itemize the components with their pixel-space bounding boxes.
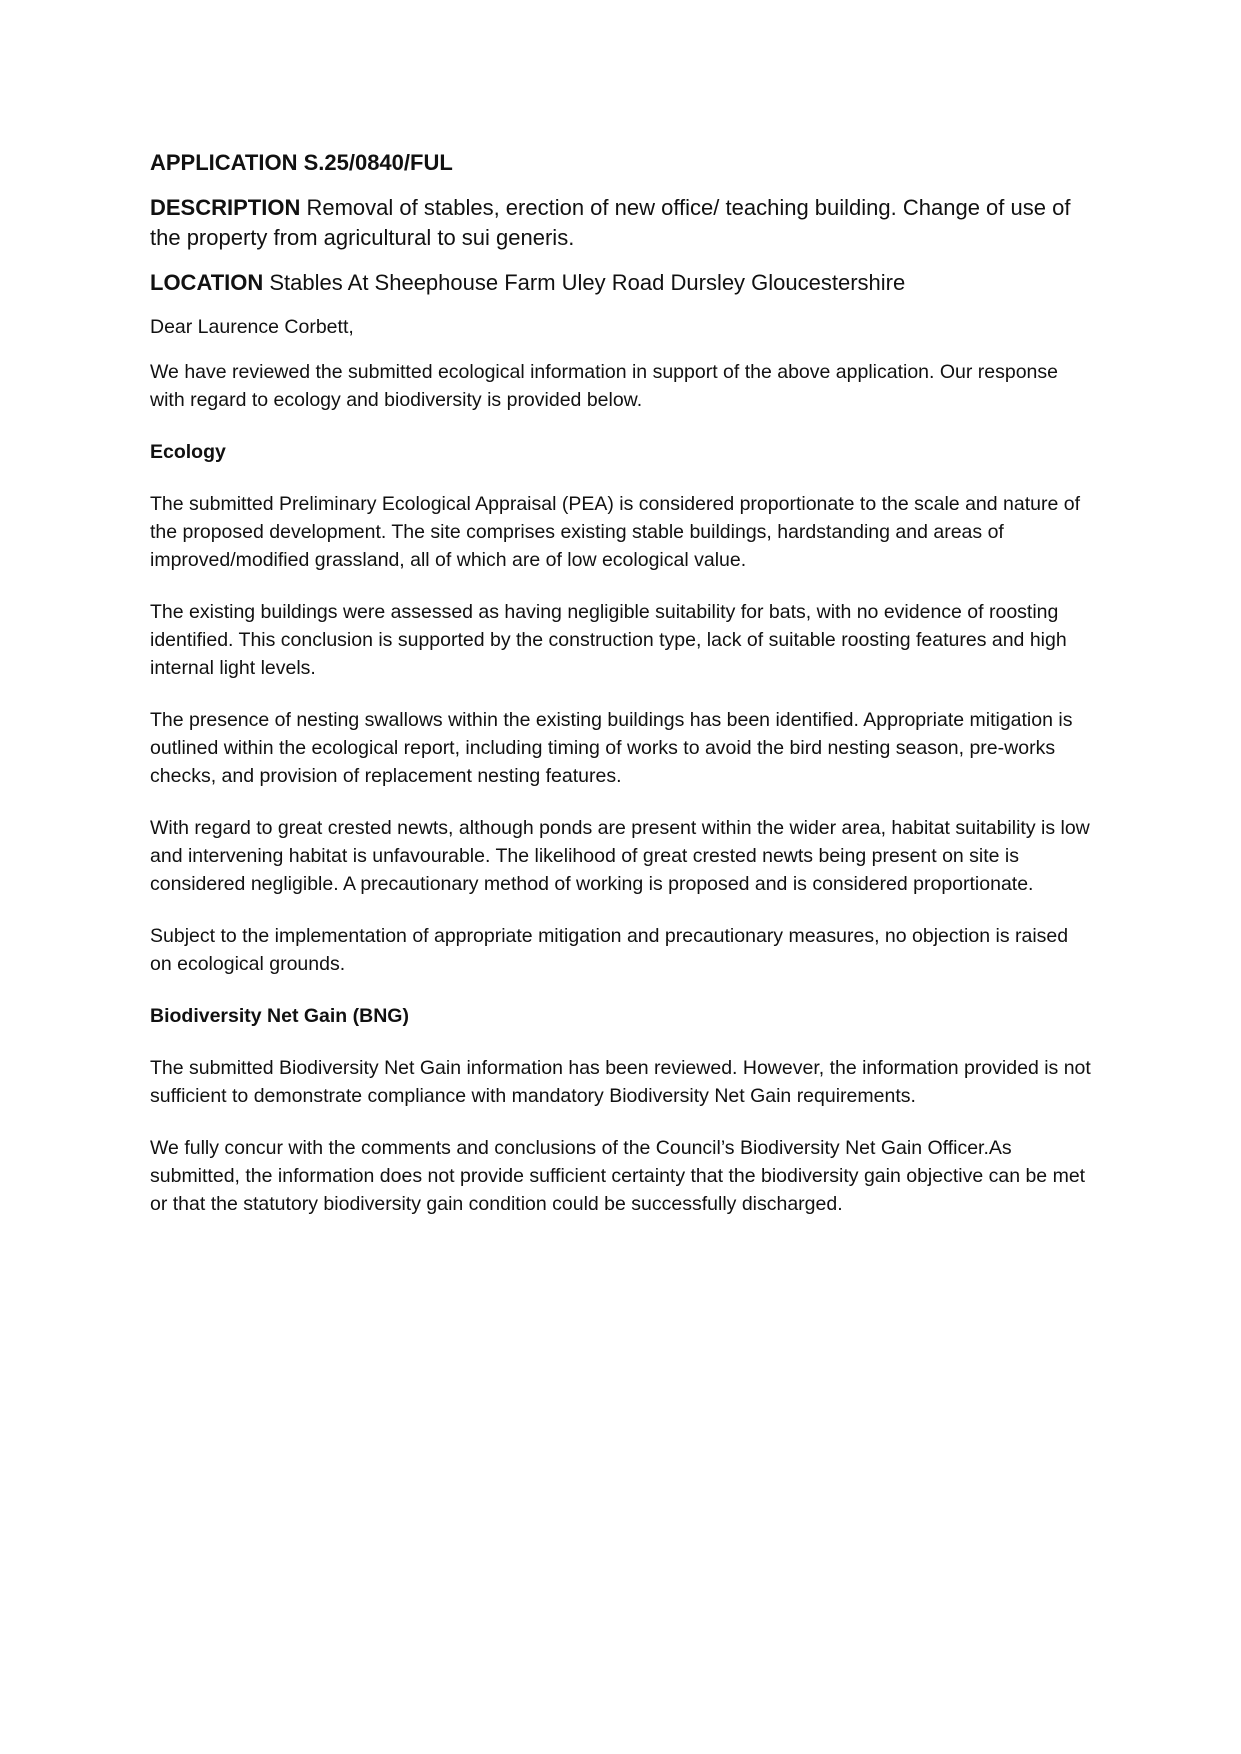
- ecology-paragraph-bats: The existing buildings were assessed as having negligible suitability for bats, with no evidence of roosting identified. This conclusion is supported by the construction type, lack of suitable roosting features and high internal light levels.: [150, 601, 1067, 679]
- description-label: DESCRIPTION: [150, 195, 301, 220]
- bng-heading: Biodiversity Net Gain (BNG): [150, 1005, 409, 1027]
- application-reference: APPLICATION S.25/0840/FUL: [150, 150, 453, 175]
- ecology-paragraph-swallows: The presence of nesting swallows within the existing buildings has been identified. Appropriate mitigation is outlined within the ecological report, including timing of works to avoid the bird nesting season, pre-works checks, and provision of replacement nesting features.: [150, 709, 1073, 787]
- bng-paragraph-concur: We fully concur with the comments and conclusions of the Council’s Biodiversity Net Gain Officer.As submitted, the information does not provide sufficient certainty that the biodiversity gain objective can be met or that the statutory biodiversity gain condition could be successfully discharged.: [150, 1137, 1086, 1215]
- description-text: Removal of stables, erection of new office/ teaching building. Change of use of the property from agricultural to sui generis.: [150, 195, 1071, 250]
- ecology-paragraph-newts: With regard to great crested newts, although ponds are present within the wider area, habitat suitability is low and intervening habitat is unfavourable. The likelihood of great crested newts being present on site is considered negligible. A precautionary method of working is proposed and is considered proportionate.: [150, 817, 1090, 895]
- greeting: Dear Laurence Corbett,: [150, 316, 354, 338]
- location-text: Stables At Sheephouse Farm Uley Road Dursley Gloucestershire: [269, 270, 906, 295]
- bng-paragraph-review: The submitted Biodiversity Net Gain information has been reviewed. However, the information provided is not sufficient to demonstrate compliance with mandatory Biodiversity Net Gain requirements.: [150, 1057, 1091, 1107]
- ecology-paragraph-conclusion: Subject to the implementation of appropriate mitigation and precautionary measures, no objection is raised on ecological grounds.: [150, 925, 1069, 975]
- ecology-heading: Ecology: [150, 441, 226, 463]
- description-line: [150, 193, 1095, 253]
- location-label: LOCATION: [150, 270, 264, 295]
- location-line: [150, 268, 1095, 298]
- document-page: [150, 148, 1095, 1242]
- intro-paragraph: We have reviewed the submitted ecological information in support of the above application. Our response with regard to ecology and biodiversity is provided below.: [150, 361, 1058, 411]
- ecology-paragraph-pea: The submitted Preliminary Ecological Appraisal (PEA) is considered proportionate to the scale and nature of the proposed development. The site comprises existing stable buildings, hardstanding and areas of improved/modified grassland, all of which are of low ecological value.: [150, 493, 1080, 571]
